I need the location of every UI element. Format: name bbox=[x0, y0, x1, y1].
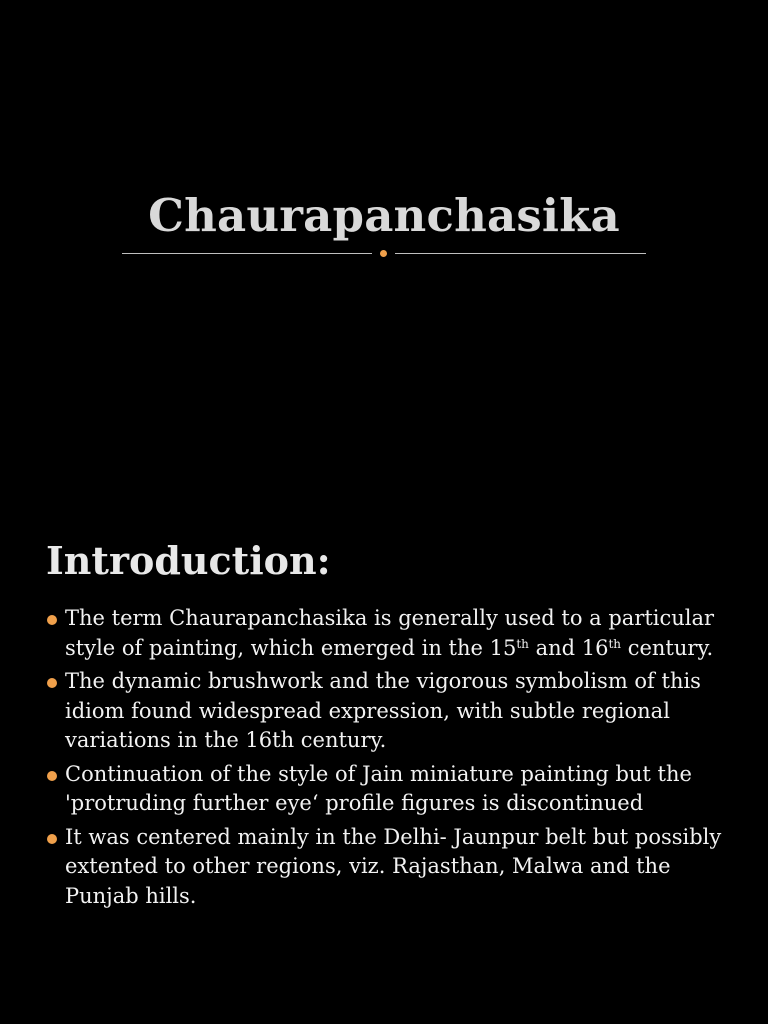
bullet-item bbox=[46, 823, 736, 912]
divider-line-left bbox=[122, 253, 372, 254]
section-heading: Introduction: bbox=[46, 538, 331, 583]
bullet-text: Continuation of the style of Jain miniature painting but the 'protruding further eye‘ profile figures is discontinued bbox=[65, 761, 692, 815]
bullet-dot-icon bbox=[47, 771, 57, 781]
title-divider bbox=[122, 247, 646, 259]
bullet-item bbox=[46, 667, 736, 756]
divider-dot-icon bbox=[380, 250, 387, 257]
bullet-list bbox=[46, 604, 736, 915]
superscript: th bbox=[516, 636, 529, 651]
bullet-item bbox=[46, 760, 736, 819]
bullet-dot-icon bbox=[47, 615, 57, 625]
bullet-dot-icon bbox=[47, 678, 57, 688]
bullet-text: The term Chaurapanchasika is generally used to a particular style of painting, which emerged in the 15th and 16th century. bbox=[65, 606, 715, 660]
slide-title: Chaurapanchasika bbox=[148, 189, 620, 242]
bullet-dot-icon bbox=[47, 834, 57, 844]
superscript: th bbox=[608, 636, 622, 651]
divider-line-right bbox=[395, 253, 646, 254]
bullet-item bbox=[46, 604, 736, 663]
bullet-text: The dynamic brushwork and the vigorous symbolism of this idiom found widespread expression, with subtle regional variations in the 16th century. bbox=[65, 669, 701, 752]
bullet-text: It was centered mainly in the Delhi- Jaunpur belt but possibly extented to other regions, viz. Rajasthan, Malwa and the Punjab hills. bbox=[65, 824, 722, 908]
